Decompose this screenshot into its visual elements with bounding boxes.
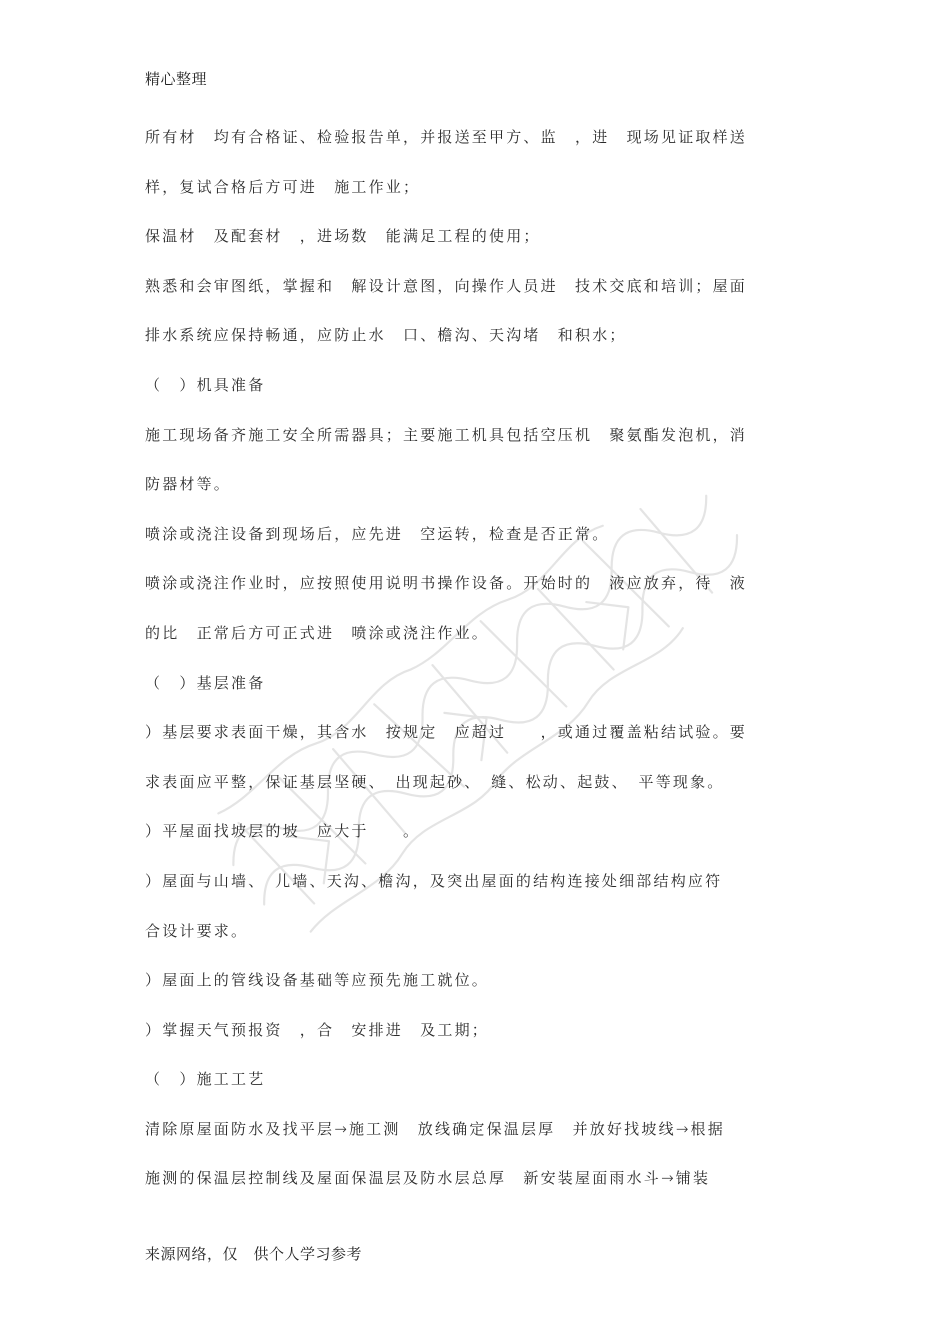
text-line: ）屋面与山墙、 儿墙、天沟、檐沟，及突出屋面的结构连接处细部结构应符 [145, 871, 723, 890]
body-text [145, 126, 810, 1217]
text-line: ）屋面上的管线设备基础等应预先施工就位。 [145, 971, 490, 990]
text-line: ）平屋面找坡层的坡 应大于 。 [145, 822, 421, 841]
text-line: 喷涂或浇注设备到现场后，应先进 空运转，检查是否正常。 [145, 524, 610, 543]
page-header: 精心整理 [145, 70, 208, 88]
text-line: ）基层要求表面干燥，其含水 按规定 应超过 ，或通过覆盖粘结试验。要 [145, 723, 748, 742]
text-line: 喷涂或浇注作业时，应按照使用说明书操作设备。开始时的 液应放弃，待 液 [145, 574, 748, 593]
text-line: 样，复试合格后方可进 施工作业； [145, 177, 421, 196]
text-line: 施工现场备齐施工安全所需器具；主要施工机具包括空压机 聚氨酯发泡机，消 [145, 425, 748, 444]
section-heading: （ ）机具准备 [145, 375, 266, 394]
section-heading: （ ）基层准备 [145, 673, 266, 692]
section-heading: （ ）施工工艺 [145, 1070, 266, 1089]
text-line: 保温材 及配套材 ，进场数 能满足工程的使用； [145, 227, 541, 246]
text-line: 合设计要求。 [145, 921, 249, 940]
text-line: 求表面应平整，保证基层坚硬、 出现起砂、 缝、松动、起鼓、 平等现象。 [145, 772, 725, 791]
text-line: 防器材等。 [145, 475, 232, 494]
page-footer: 来源网络，仅 供个人学习参考 [145, 1245, 363, 1263]
text-line: 的比 正常后方可正式进 喷涂或浇注作业。 [145, 623, 490, 642]
text-line: 施测的保温层控制线及屋面保温层及防水层总厚 新安装屋面雨水斗→铺装 [145, 1169, 711, 1188]
text-line: 熟悉和会审图纸，掌握和 解设计意图，向操作人员进 技术交底和培训；屋面 [145, 276, 748, 295]
text-line: ）掌握天气预报资 ，合 安排进 及工期； [145, 1020, 490, 1039]
text-line: 所有材 均有合格证、检验报告单，并报送至甲方、监 ，进 现场见证取样送 [145, 128, 748, 146]
text-line: 清除原屋面防水及找平层→施工测 放线确定保温层厚 并放好找坡线→根据 [145, 1119, 725, 1138]
text-line: 排水系统应保持畅通，应防止水 口、檐沟、天沟堵 和积水； [145, 326, 627, 345]
